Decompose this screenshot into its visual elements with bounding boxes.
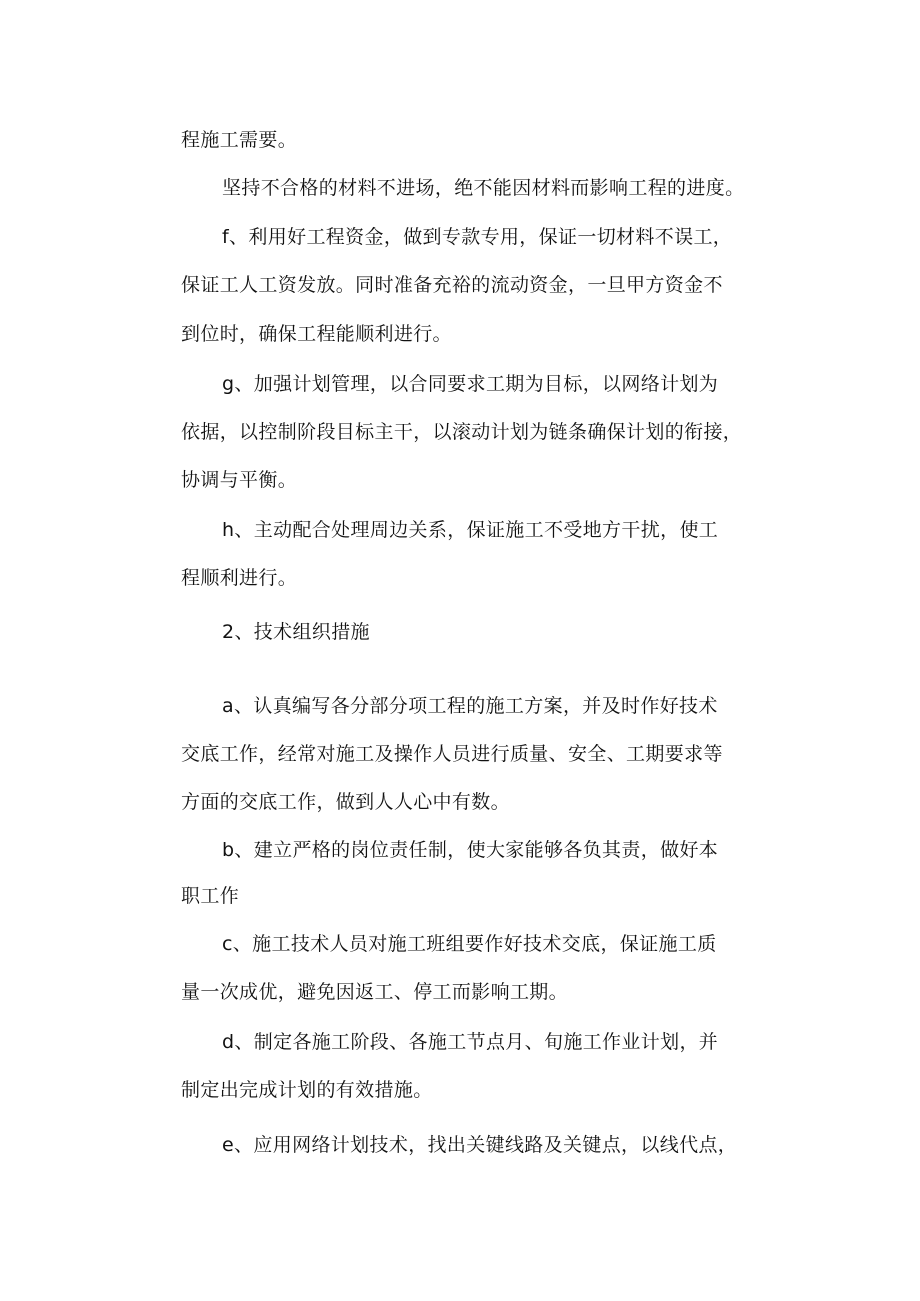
text-line-9: h、主动配合处理周边关系，保证施工不受地方干扰，使工: [222, 519, 719, 541]
text-line-21: e、应用网络计划技术，找出关键线路及关键点，以线代点，: [222, 1134, 738, 1156]
text-line-12: a、认真编写各分部分项工程的施工方案，并及时作好技术: [222, 695, 718, 717]
text-line-2: 坚持不合格的材料不进场，绝不能因材料而影响工程的进度。: [222, 177, 745, 199]
text-line-6: g、加强计划管理，以合同要求工期为目标，以网络计划为: [222, 373, 719, 395]
text-line-20: 制定出完成计划的有效措施。: [181, 1079, 433, 1101]
text-line-15: b、建立严格的岗位责任制，使大家能够各负其责，做好本: [222, 839, 719, 861]
text-line-13: 交底工作，经常对施工及操作人员进行质量、安全、工期要求等: [181, 743, 723, 765]
text-line-8: 协调与平衡。: [181, 469, 298, 491]
section-heading: 2、技术组织措施: [222, 621, 370, 643]
text-line-19: d、制定各施工阶段、各施工节点月、旬施工作业计划，并: [222, 1031, 719, 1053]
text-line-16: 职工作: [181, 885, 240, 907]
text-line-4: 保证工人工资发放。同时准备充裕的流动资金，一旦甲方资金不: [181, 274, 723, 296]
text-line-3: f、利用好工程资金，做到专款专用，保证一切材料不误工，: [222, 226, 733, 248]
text-line-7: 依据，以控制阶段目标主干，以滚动计划为链条确保计划的衔接，: [181, 421, 743, 443]
text-line-18: 量一次成优，避免因返工、停工而影响工期。: [181, 981, 569, 1003]
text-line-17: c、施工技术人员对施工班组要作好技术交底，保证施工质: [222, 933, 717, 955]
text-line-5: 到位时，确保工程能顺利进行。: [181, 323, 452, 345]
text-line-14: 方面的交底工作，做到人人心中有数。: [181, 791, 510, 813]
text-line-1: 程施工需要。: [181, 129, 298, 151]
text-line-10: 程顺利进行。: [181, 567, 298, 589]
